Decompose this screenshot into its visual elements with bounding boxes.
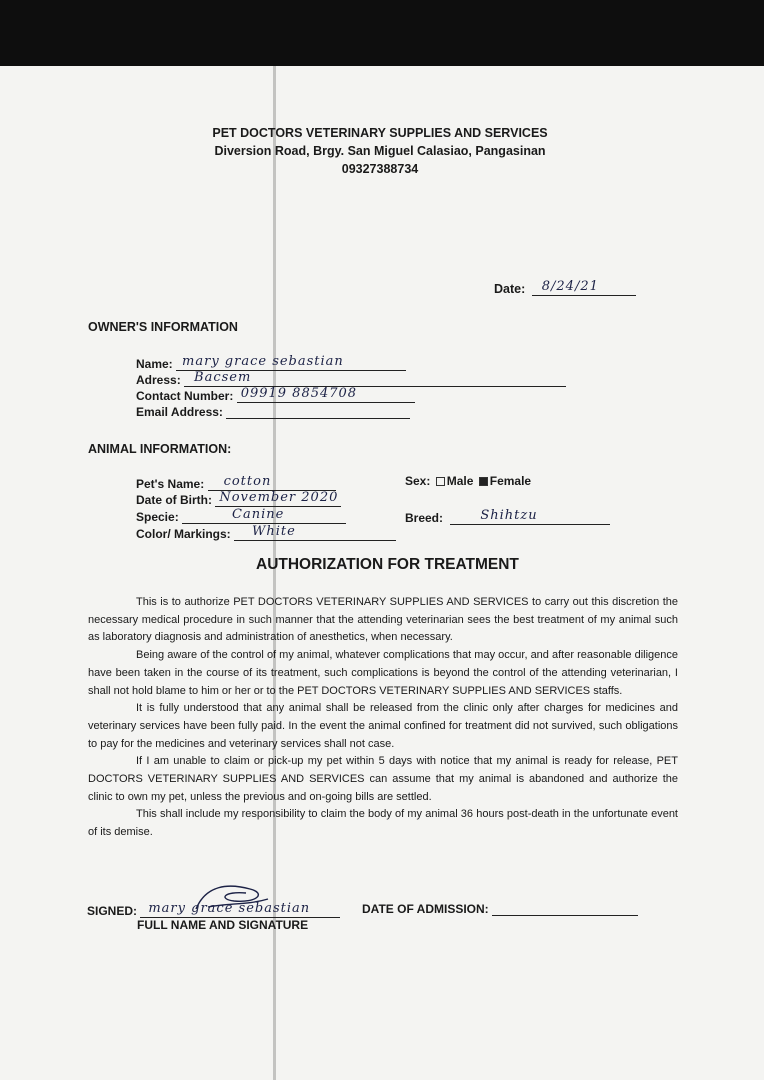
pet-name-field[interactable]: [208, 476, 336, 491]
color-value: White: [252, 524, 296, 539]
authorization-paragraph: If I am unable to claim or pick-up my pet within 5 days with notice that my animal is ready for release, PET DOCTORS VETERINARY SUPPLIES AND SERVICES can assume that my animal is abandoned and authorize the clinic to own my pet, unless the previous and on-going bills are settled.: [88, 755, 678, 803]
owner-name-label: Name:: [136, 357, 173, 371]
owner-email-field[interactable]: [226, 404, 410, 419]
clinic-phone: 09327388734: [341, 162, 419, 176]
owner-name-row: [136, 356, 406, 371]
dob-value: November 2020: [219, 490, 339, 505]
pet-name-row: [136, 476, 336, 491]
authorization-body: [88, 594, 678, 842]
owner-email-label: Email Address:: [136, 405, 223, 419]
date-value: 8/24/21: [541, 279, 599, 294]
specie-value: Canine: [232, 507, 285, 522]
date-row: [494, 280, 636, 296]
breed-field[interactable]: [450, 510, 610, 525]
sex-female-label: Female: [489, 474, 532, 488]
signature-sublabel: FULL NAME AND SIGNATURE: [137, 918, 309, 932]
authorization-paragraph: This is to authorize PET DOCTORS VETERINARY SUPPLIES AND SERVICES to carry out this discretion the necessary medical procedure in such manner that the attending veterinarian sees the best treatment of my animal such as laboratory diagnosis and administration of anesthetics, when necessary.: [88, 596, 678, 644]
owner-contact-field[interactable]: [237, 388, 415, 403]
signature-field[interactable]: [140, 901, 340, 918]
signed-row: [87, 901, 340, 918]
pet-name-label: Pet's Name:: [136, 477, 205, 491]
sex-row: [405, 474, 531, 488]
owner-heading: OWNER'S INFORMATION: [88, 320, 238, 334]
breed-label: Breed:: [405, 511, 444, 525]
authorization-paragraph: Being aware of the control of my animal, whatever complications that may occur, and after reasonable diligence have been taken in the course of its treatment, such complications is beyond the control of the attending veterinarian, I shall not hold blame to him or her or to the PET DOCTORS VETERINARY SUPPLIES AND SERVICES staffs.: [88, 649, 678, 697]
sex-male-label: Male: [446, 474, 474, 488]
clinic-header: [200, 124, 560, 178]
color-row: [136, 526, 396, 541]
owner-name-value: mary grace sebastian: [182, 354, 344, 369]
specie-field[interactable]: [182, 509, 346, 524]
owner-email-row: [136, 404, 410, 419]
owner-contact-label: Contact Number:: [136, 389, 234, 403]
owner-address-field[interactable]: [184, 372, 566, 387]
form-page: [0, 66, 764, 1080]
admission-label: DATE OF ADMISSION:: [362, 902, 489, 916]
owner-contact-value: 09919 8854708: [240, 386, 358, 401]
dob-field[interactable]: [215, 492, 341, 507]
sex-female-checkbox[interactable]: [479, 477, 488, 486]
date-label: Date:: [494, 282, 526, 296]
breed-row: [405, 510, 610, 525]
color-label: Color/ Markings:: [136, 527, 231, 541]
color-field[interactable]: [234, 526, 396, 541]
authorization-paragraph: This shall include my responsibility to claim the body of my animal 36 hours post-death in the unfortunate event of its demise.: [88, 808, 678, 839]
clinic-name: PET DOCTORS VETERINARY SUPPLIES AND SERVICES: [212, 126, 548, 140]
owner-contact-row: [136, 388, 415, 403]
owner-address-value: Bacsem: [194, 370, 252, 385]
owner-address-label: Adress:: [136, 373, 181, 387]
specie-row: [136, 509, 346, 524]
signed-label: SIGNED:: [87, 904, 138, 918]
dob-label: Date of Birth:: [136, 493, 212, 507]
dob-row: [136, 492, 341, 507]
date-field[interactable]: [532, 280, 636, 296]
specie-label: Specie:: [136, 510, 179, 524]
authorization-paragraph: It is fully understood that any animal shall be released from the clinic only after charges for medicines and veterinary services have been fully paid. In the event the animal confined for treatment did not survived, such obligations to pay for the medicines and veterinary services shall not case.: [88, 702, 678, 750]
signed-value: mary grace sebastian: [148, 901, 311, 916]
pet-name-value: cotton: [223, 474, 272, 489]
admission-field[interactable]: [492, 901, 638, 916]
animal-heading: ANIMAL INFORMATION:: [88, 442, 232, 456]
sex-label: Sex:: [405, 474, 431, 488]
admission-row: [362, 901, 638, 916]
owner-name-field[interactable]: [176, 356, 406, 371]
sex-male-checkbox[interactable]: [436, 477, 445, 486]
clinic-address: Diversion Road, Brgy. San Miguel Calasiao, Pangasinan: [214, 144, 546, 158]
owner-address-row: [136, 372, 566, 387]
breed-value: Shihtzu: [480, 508, 538, 523]
authorization-title: AUTHORIZATION FOR TREATMENT: [256, 556, 519, 573]
